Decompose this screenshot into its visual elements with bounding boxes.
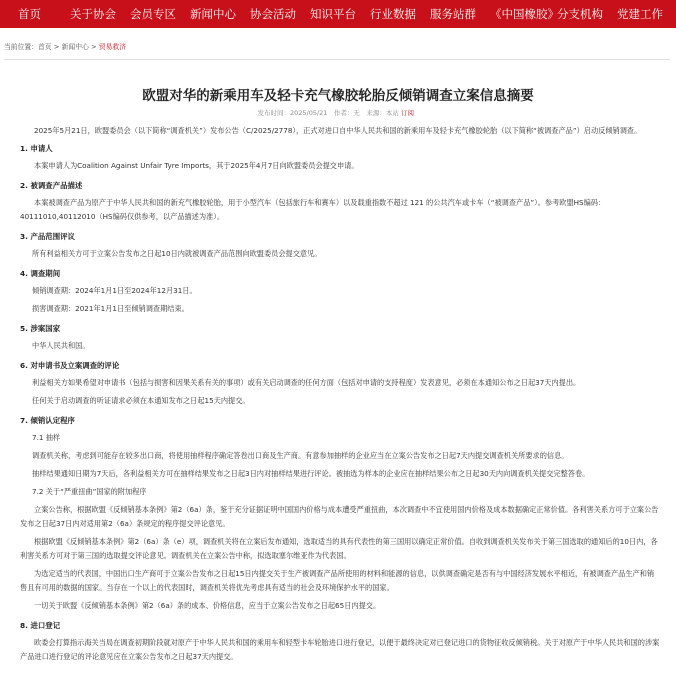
subsection-text-distortion-1: 立案公告称，根据欧盟《反倾销基本条例》第2（6a）条，鉴于充分证据证明中国国内价格与成本遭受严重扭曲，本次调查中不宜使用国内价格及成本数据确定正常价值。各利害关系方可于立案公告发布之日起37日内对适用第2（6a）条规定的程序提交评论意见。 <box>20 505 659 528</box>
nav-about[interactable]: 关于协会 <box>70 7 116 21</box>
section-text-product: 本案被调查产品为原产于中华人民共和国的新充气橡胶轮胎，用于小型汽车（包括旅行车和赛车）以及载重指数不超过 121 的公共汽车或卡车（“被调查产品”）。参考欧盟HS编码：40111010,40112010（HS编码仅供参考，以产品描述为准）。 <box>20 198 606 221</box>
article-title: 欧盟对华的新乘用车及轻卡充气橡胶轮胎反倾销调查立案信息摘要 <box>142 88 534 104</box>
nav-news[interactable]: 新闻中心 <box>190 7 236 21</box>
subsection-text-distortion-3: 为选定适当的代表国，中国出口生产商可于立案公告发布之日起15日内提交关于生产被调查产品所使用的材料和能源的信息，以供调查确定是否有与中国经济发展水平相近，有被调查产品生产和销售且有可用的数据的国家。当存在一个以上的代表国时，调查机关将优先考虑具有适当的社会及环境保护水平的国家。 <box>20 569 655 592</box>
section-text-registration: 欧委会打算指示海关当局在调查初期阶段就对原产于中华人民共和国的乘用车和轻型卡车轮胎进口进行登记，以便于最终决定对已登记进口的货物征收反倾销税。关于对原产于中华人民共和国的涉案产品进口进行登记的评论意见应在立案公告发布之日起37天内提交。 <box>20 638 660 661</box>
article-meta-text: 发布时间：2025/05/21 作者：无 来源：本站 <box>257 109 401 117</box>
section-text-applicant: 本案申请人为Coalition Against Unfair Tyre Imports，其于2025年4月7日向欧盟委员会提交申请。 <box>34 161 359 170</box>
nav-industry-data[interactable]: 行业数据 <box>370 7 416 21</box>
subsection-text-sampling-2: 抽样结果通知日期为7天后，各利益相关方可在抽样结果发布之日起3日内对抽样结果进行评论。被抽选为样本的企业应在抽样结果公布之日起30天内向调查机关提交完整答卷。 <box>32 469 590 478</box>
nav-branches[interactable]: 分支机构 <box>557 7 603 21</box>
section-title-procedure: 7. 倾销认定程序 <box>20 416 75 425</box>
section-text-injury-period: 损害调查期：2021年1月1日至倾销调查期结束。 <box>32 304 189 313</box>
nav-service-sites[interactable]: 服务站群 <box>430 7 476 21</box>
nav-china-rubber[interactable]: 《中国橡胶》 <box>490 7 559 21</box>
article-body <box>20 124 660 668</box>
header-divider <box>4 59 670 60</box>
nav-activities[interactable]: 协会活动 <box>250 7 296 21</box>
subsection-text-sampling-1: 调查机关称，考虑到可能存在较多出口商，将使用抽样程序确定答卷出口商及生产商。有意参加抽样的企业应当在立案公告发布之日起7天内提交调查机关所要求的信息。 <box>32 451 569 460</box>
section-title-country: 5. 涉案国家 <box>20 324 61 333</box>
section-text-comments-2: 任何关于启动调查的听证请求必须在本通知发布之日起15天内提交。 <box>32 396 250 405</box>
section-title-period: 4. 调查期间 <box>20 269 61 278</box>
nav-knowledge[interactable]: 知识平台 <box>310 7 356 21</box>
section-title-applicant: 1. 申请人 <box>20 144 53 153</box>
section-text-comments-1: 利益相关方如果希望对申请书（包括与损害和因果关系有关的事项）或有关启动调查的任何方面（包括对申请的支持程度）发表意见，必须在本通知公布之日起37天内提出。 <box>32 378 581 387</box>
nav-party-building[interactable]: 党建工作 <box>617 7 663 21</box>
section-text-dumping-period: 倾销调查期：2024年1月1日至2024年12月31日。 <box>32 286 197 295</box>
subscribe-link[interactable]: 订阅 <box>401 109 414 117</box>
section-title-product: 2. 被调查产品描述 <box>20 181 83 190</box>
subsection-title-distortion: 7.2 关于“严重扭曲”国家的附加程序 <box>32 487 147 496</box>
article-intro: 2025年5月21日，欧盟委员会（以下简称“调查机关”）发布公告（C/2025/2778），正式对进口自中华人民共和国的新乘用车及轻卡充气橡胶轮胎（以下简称“被调查产品”）启动反倾销调查。 <box>34 126 642 135</box>
breadcrumb-path[interactable]: 当前位置：首页 > 新闻中心 > <box>4 43 99 51</box>
section-title-scope: 3. 产品范围评议 <box>20 232 75 241</box>
subsection-title-sampling: 7.1 抽样 <box>32 433 61 442</box>
top-navigation <box>0 0 676 28</box>
subsection-text-distortion-2: 根据欧盟《反倾销基本条例》第2（6a）条（e）项，调查机关将在立案后发布通知，选取适当的具有代表性的第三国用以确定正常价值。自收到调查机关发布关于第三国选取的通知后的10日内，各利害关系方可对于第三国的选取提交评论意见。调查机关在立案公告中称，拟选取塞尔维亚作为代表国。 <box>20 537 658 560</box>
breadcrumb-current[interactable]: 贸易救济 <box>98 43 126 51</box>
section-title-registration: 8. 进口登记 <box>20 621 61 630</box>
nav-members[interactable]: 会员专区 <box>130 7 176 21</box>
breadcrumb <box>4 41 126 51</box>
subsection-text-distortion-4: 一切关于欧盟《反倾销基本条例》第2（6a）条的成本、价格信息，应当于立案公告发布之日起65日内提交。 <box>34 601 381 610</box>
article-meta <box>257 108 414 117</box>
section-title-comments: 6. 对申请书及立案调查的评论 <box>20 361 120 370</box>
section-text-country: 中华人民共和国。 <box>32 341 90 350</box>
section-text-scope: 所有利益相关方可于立案公告发布之日起10日内就被调查产品范围向欧盟委员会提交意见。 <box>32 249 322 258</box>
nav-home[interactable]: 首页 <box>18 7 41 21</box>
